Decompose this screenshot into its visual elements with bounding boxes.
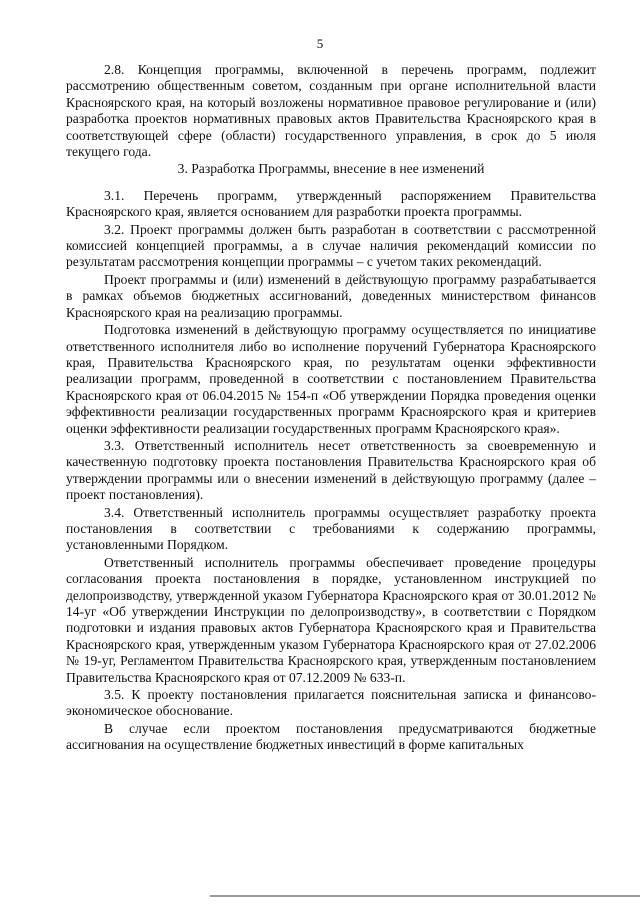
paragraph-3-2-budget: Проект программы и (или) изменений в действующую программу разрабатывается в рамках объемов бюджетных ассигнований, доведенных министерством финансов Красноярского края на реализацию программы.	[66, 271, 596, 320]
paragraph-3-3: 3.3. Ответственный исполнитель несет ответственность за своевременную и качественную подготовку проекта постановления Правительства Красноярского края об утверждении программы или о внесении изменений в действующую программу (далее – проект постановления).	[66, 437, 596, 503]
paragraph-3-4: 3.4. Ответственный исполнитель программы осуществляет разработку проекта постановления в соответствии с требованиями к содержанию программы, установленными Порядком.	[66, 504, 596, 553]
paragraph-3-1: 3.1. Перечень программ, утвержденный распоряжением Правительства Красноярского края, является основанием для разработки проекта программы.	[66, 187, 596, 220]
paragraph-3-2: 3.2. Проект программы должен быть разработан в соответствии с рассмотренной комиссией концепцией программы, а в случае наличия рекомендаций комиссии по результатам рассмотрения концепции программы – с учетом таких рекомендаций.	[66, 221, 596, 270]
paragraph-3-4-approval: Ответственный исполнитель программы обеспечивает проведение процедуры согласования проекта постановления в порядке, установленном инструкцией по делопроизводству, утвержденной указом Губернатора Красноярского края от 30.01.2012 № 14-уг «Об утверждении Инструкции по делопроизводству», в соответствии с Порядком подготовки и издания правовых актов Губернатора Красноярского края и Правительства Красноярского края, утвержденным указом Губернатора Красноярского края от 27.02.2006 № 19-уг, Регламентом Правительства Красноярского края, утвержденным постановлением Правительства Красноярского края от 07.12.2009 № 633-п.	[66, 554, 596, 685]
paragraph-3-2-changes: Подготовка изменений в действующую программу осуществляется по инициативе ответственного исполнителя либо во исполнение поручений Губернатора Красноярского края, Правительства Красноярского края, по результатам оценки эффективности реализации программ, проведенной в соответствии с постановлением Правительства Красноярского края от 06.04.2015 № 154-п «Об утверждении Порядка проведения оценки эффективности реализации государственных программ Красноярского края и критериев оценки эффективности реализации государственных программ Красноярского края».	[66, 322, 596, 436]
paragraph-2-8: 2.8. Концепция программы, включенной в перечень программ, подлежит рассмотрению общественным советом, созданным при органе исполнительной власти Красноярского края, на который возложены нормативное правовое регулирование и (или) разработка проектов нормативных правовых актов Правительства Красноярского края в соответствующей сфере (области) государственного управления, в срок до 5 июля текущего года.	[66, 62, 596, 160]
paragraph-3-5: 3.5. К проекту постановления прилагается пояснительная записка и финансово-экономическое обоснование.	[66, 687, 596, 719]
section-heading-3: 3. Разработка Программы, внесение в нее изменений	[177, 161, 485, 177]
document-body	[66, 62, 596, 754]
paragraph-3-5-investments: В случае если проектом постановления предусматриваются бюджетные ассигнования на осуществление бюджетных инвестиций в форме капитальных	[66, 720, 596, 753]
scan-edge-line	[210, 895, 640, 897]
page-number: 5	[316, 36, 324, 51]
